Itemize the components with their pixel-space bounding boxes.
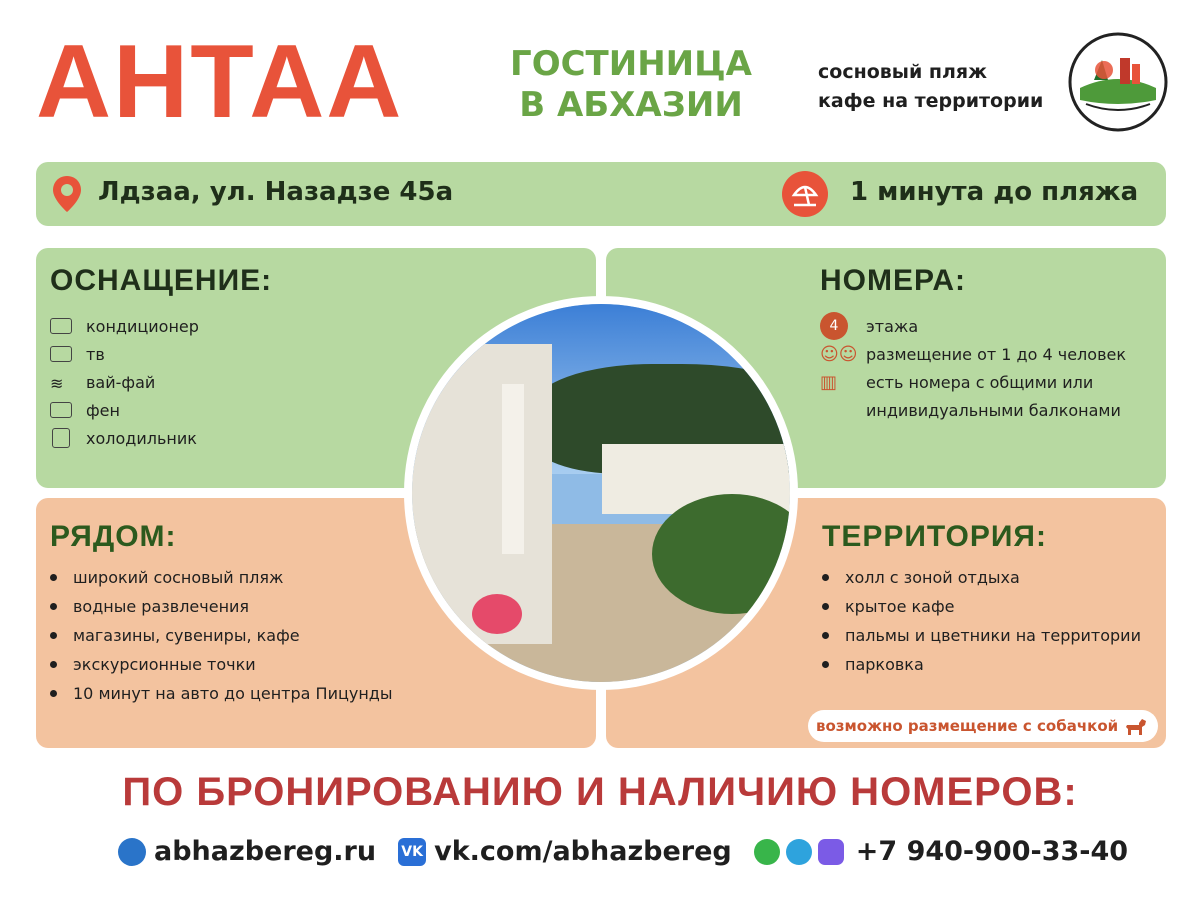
equipment-heading: ОСНАЩЕНИЕ: (50, 264, 273, 297)
balcony-icon: ▥ (820, 371, 838, 393)
tv-icon (50, 346, 72, 362)
people-icon: ☺☺ (820, 343, 858, 365)
list-item: индивидуальными балконами (866, 400, 1121, 420)
list-item: ▥ есть номера с общими или (820, 371, 1094, 393)
messenger-icon (818, 839, 844, 865)
hotel-subtitle: ГОСТИНИЦА В АБХАЗИИ (510, 44, 752, 125)
list-item: экскурсионные точки (50, 650, 392, 679)
globe-icon (118, 838, 146, 866)
location-bar (36, 162, 1166, 226)
header-features (818, 58, 1043, 115)
vk-icon: VK (398, 838, 426, 866)
list-item: кондиционер (50, 312, 199, 340)
hotel-title: АНТАА (36, 24, 404, 140)
nearby-list (50, 563, 392, 708)
list-item: 4 этажа (820, 312, 1126, 340)
list-item: магазины, сувениры, кафе (50, 621, 392, 650)
territory-list (822, 563, 1141, 679)
list-item: пальмы и цветники на территории (822, 621, 1141, 650)
air-conditioner-icon (50, 318, 72, 334)
vk-link[interactable]: VK vk.com/abhazbereg (398, 836, 732, 867)
hotel-photo (404, 296, 798, 690)
dog-icon (1124, 715, 1148, 737)
whatsapp-icon (754, 839, 780, 865)
list-item: холл с зоной отдыха (822, 563, 1141, 592)
list-item: парковка (822, 650, 1141, 679)
booking-heading: ПО БРОНИРОВАНИЮ И НАЛИЧИЮ НОМЕРОВ: (122, 770, 1078, 814)
rooms-list (820, 312, 1126, 424)
contacts-row (118, 836, 1150, 867)
rooms-heading: НОМЕРА: (820, 264, 967, 297)
equipment-list (50, 312, 199, 452)
pets-badge (808, 710, 1158, 742)
list-item: крытое кафе (822, 592, 1141, 621)
list-item: водные развлечения (50, 592, 392, 621)
list-item: ☺☺ размещение от 1 до 4 человек (820, 343, 1126, 365)
telegram-icon (786, 839, 812, 865)
list-item: тв (50, 340, 199, 368)
list-item: широкий сосновый пляж (50, 563, 392, 592)
address: Лдзаа, ул. Назадзе 45а (98, 177, 454, 207)
wifi-icon: ≋ (50, 374, 64, 393)
list-item: фен (50, 396, 199, 424)
beach-distance: 1 минута до пляжа (850, 177, 1139, 207)
list-item: 10 минут на авто до центра Пицунды (50, 679, 392, 708)
floors-badge: 4 (820, 312, 848, 340)
list-item: холодильник (50, 424, 199, 452)
list-item: ≋ вай-фай (50, 372, 156, 393)
territory-heading: ТЕРРИТОРИЯ: (822, 520, 1047, 553)
feature-pine-beach: сосновый пляж (818, 61, 988, 83)
feature-cafe: кафе на территории (818, 89, 1044, 112)
beach-umbrella-icon (782, 171, 828, 217)
location-pin-icon (50, 174, 84, 214)
website-link[interactable]: abhazbereg.ru (118, 836, 376, 867)
nearby-heading: РЯДОМ: (50, 520, 177, 553)
fridge-icon (52, 428, 70, 448)
hair-dryer-icon (50, 402, 72, 418)
pets-text: возможно размещение с собачкой (816, 717, 1119, 735)
abkhaz-coast-logo (1066, 30, 1170, 134)
phone-link[interactable]: +7 940-900-33-40 (754, 836, 1128, 867)
